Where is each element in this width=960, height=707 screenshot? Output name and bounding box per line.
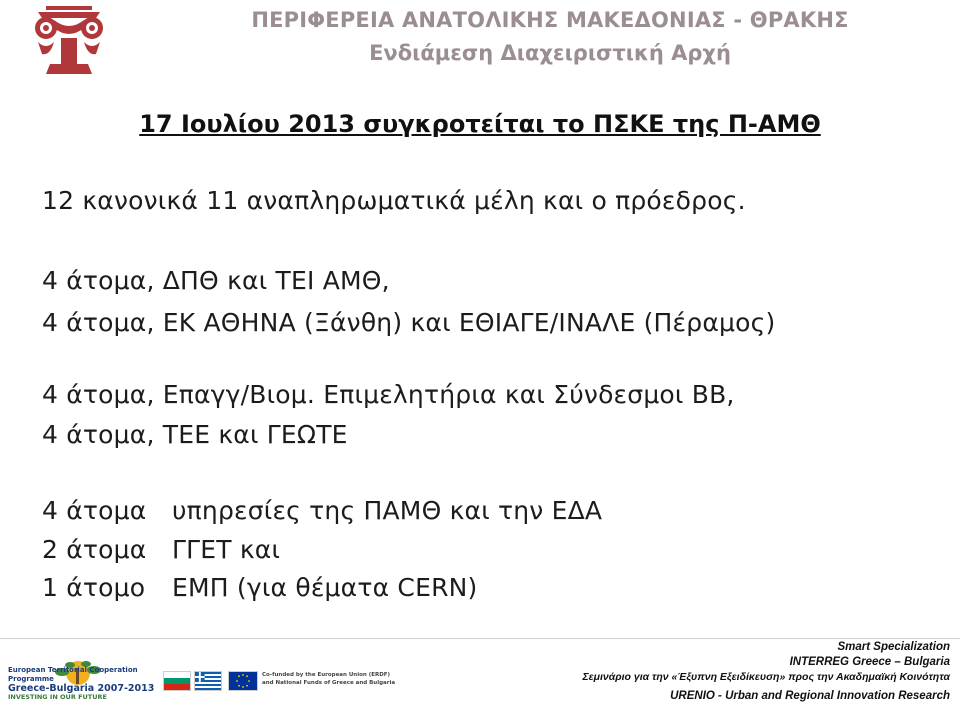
member-count: 1 άτομο xyxy=(42,573,146,602)
slide-title: 17 Ιουλίου 2013 συγκροτείται το ΠΣΚΕ της Π-ΑΜΘ xyxy=(139,110,821,138)
member-count: 2 άτομα xyxy=(42,535,147,564)
header-title: ΠΕΡΙΦΕΡΕΙΑ ΑΝΑΤΟΛΙΚΗΣ ΜΑΚΕΔΟΝΙΑΣ - ΘΡΑΚΗΣ xyxy=(251,8,849,32)
greece-flag-icon xyxy=(194,671,222,691)
body-line-emp xyxy=(42,573,478,602)
body-line-ek-athina: 4 άτομα, ΕΚ ΑΘΗΝΑ (Ξάνθη) και ΕΘΙΑΓΕ/ΙΝΑΛΕ (Πέραμος) xyxy=(42,308,776,337)
programme-line3: INVESTING IN OUR FUTURE xyxy=(8,693,107,701)
programme-text xyxy=(8,666,158,702)
eu-flag-icon xyxy=(228,671,258,691)
member-desc: ΓΓΕΤ και xyxy=(172,535,281,564)
member-desc: ΕΜΠ (για θέματα CERN) xyxy=(172,573,478,602)
body-line-members: 12 κανονικά 11 αναπληρωματικά μέλη και ο πρόεδρος. xyxy=(42,186,746,215)
ionic-capital-emblem-icon xyxy=(28,2,110,80)
footer-urenio: URENIO - Urban and Regional Innovation Research xyxy=(670,690,950,702)
body-line-dpth: 4 άτομα, ΔΠΘ και ΤΕΙ ΑΜΘ, xyxy=(42,266,390,295)
programme-line2: Greece-Bulgaria 2007-2013 xyxy=(8,683,155,694)
cofunded-line1: Co-funded by the European Union (ERDF) xyxy=(262,672,391,678)
cofunded-text xyxy=(262,671,402,687)
body-line-chambers: 4 άτομα, Επαγγ/Βιομ. Επιμελητήρια και Σύνδεσμοι ΒΒ, xyxy=(42,380,735,409)
header-subtitle: Ενδιάμεση Διαχειριστική Αρχή xyxy=(369,41,731,65)
footer-seminar: Σεμινάριο για την «Έξυπνη Εξειδίκευση» προς την Ακαδημαϊκή Κοινότητα xyxy=(582,671,950,683)
cofunded-line2: and National Funds of Greece and Bulgaria xyxy=(262,680,396,686)
programme-line1: European Territorial Cooperation Programme xyxy=(8,666,138,683)
footer-interreg: INTERREG Greece – Bulgaria xyxy=(789,656,950,668)
footer-credits xyxy=(530,640,950,705)
footer-smart-specialization: Smart Specialization xyxy=(837,641,950,653)
footer-divider xyxy=(0,638,960,639)
bulgaria-flag-icon xyxy=(163,671,191,691)
body-line-pamth xyxy=(42,496,602,525)
body-line-gget xyxy=(42,535,280,564)
member-desc: υπηρεσίες της ΠΑΜΘ και την ΕΔΑ xyxy=(172,496,603,525)
body-line-tee: 4 άτομα, ΤΕΕ και ΓΕΩΤΕ xyxy=(42,420,348,449)
member-count: 4 άτομα xyxy=(42,496,147,525)
